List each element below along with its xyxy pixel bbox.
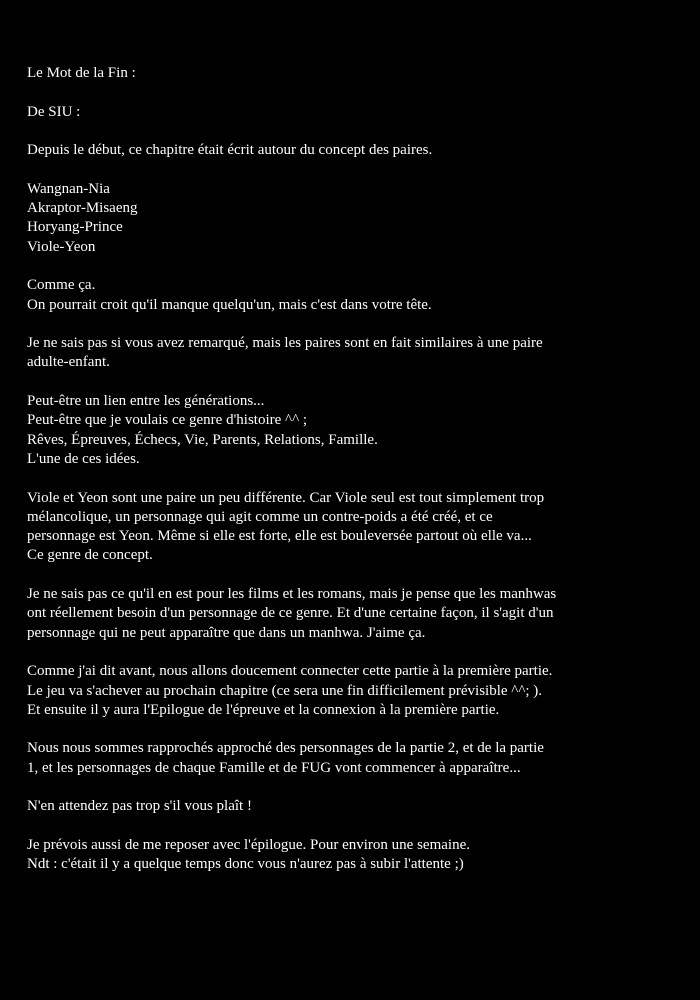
text-line: L'une de ces idées. [27, 450, 140, 467]
text-line: Depuis le début, ce chapitre était écrit autour du concept des paires. [27, 142, 433, 159]
text-line: Horyang-Prince [27, 219, 123, 236]
paragraph [27, 739, 677, 778]
author-text: De SIU : [27, 103, 81, 120]
text-line: adulte-enfant. [27, 354, 110, 371]
text-line: Je ne sais pas ce qu'il en est pour les films et les romans, mais je pense que les manhwas [27, 586, 557, 603]
text-line: ont réellement besoin d'un personnage de ce genre. Et d'une certaine façon, il s'agit d'un [27, 605, 554, 622]
paragraph [27, 662, 677, 720]
text-line: Wangnan-Nia [27, 180, 110, 197]
text-line: Nous nous sommes rapprochés approché des personnages de la partie 2, et de la partie [27, 740, 544, 757]
text-line: Ce genre de concept. [27, 547, 153, 564]
author-line [27, 103, 677, 122]
text-line: Je prévois aussi de me reposer avec l'épilogue. Pour environ une semaine. [27, 836, 470, 853]
paragraph [27, 276, 677, 315]
text-line: Akraptor-Misaeng [27, 200, 138, 217]
paragraph-list [27, 141, 677, 874]
text-line: personnage est Yeon. Même si elle est forte, elle est bouleversée partout où elle va... [27, 528, 532, 545]
text-line: mélancolique, un personnage qui agit comme un contre-poids a été créé, et ce [27, 508, 493, 525]
paragraph [27, 797, 677, 816]
paragraph [27, 180, 677, 257]
paragraph [27, 585, 677, 643]
text-line: Viole-Yeon [27, 238, 96, 255]
text-line: personnage qui ne peut apparaître que dans un manhwa. J'aime ça. [27, 624, 426, 641]
text-line: Rêves, Épreuves, Échecs, Vie, Parents, Relations, Famille. [27, 431, 378, 448]
text-line: Comme ça. [27, 277, 96, 294]
paragraph [27, 392, 677, 469]
text-line: Comme j'ai dit avant, nous allons doucement connecter cette partie à la première partie. [27, 663, 553, 680]
text-line: On pourrait croit qu'il manque quelqu'un, mais c'est dans votre tête. [27, 296, 432, 313]
text-line: Ndt : c'était il y a quelque temps donc vous n'aurez pas à subir l'attente ;) [27, 856, 464, 873]
afterword-text [27, 64, 677, 894]
text-line: N'en attendez pas trop s'il vous plaît ! [27, 798, 252, 815]
paragraph [27, 141, 677, 160]
paragraph [27, 489, 677, 566]
paragraph [27, 334, 677, 373]
paragraph [27, 836, 677, 875]
text-line: Le jeu va s'achever au prochain chapitre (ce sera une fin difficilement prévisible ^^; ). [27, 682, 543, 699]
text-line: Et ensuite il y aura l'Epilogue de l'épreuve et la connexion à la première partie. [27, 701, 500, 718]
text-line: Peut-être un lien entre les générations... [27, 393, 265, 410]
text-line: Viole et Yeon sont une paire un peu différente. Car Viole seul est tout simplement trop [27, 489, 545, 506]
text-line: Peut-être que je voulais ce genre d'histoire ^^ ; [27, 412, 308, 429]
title-line: Le Mot de la Fin : [27, 65, 136, 81]
text-line: 1, et les personnages de chaque Famille et de FUG vont commencer à apparaître... [27, 759, 521, 776]
text-line: Je ne sais pas si vous avez remarqué, mais les paires sont en fait similaires à une paire [27, 335, 543, 352]
afterword-title [27, 64, 677, 83]
